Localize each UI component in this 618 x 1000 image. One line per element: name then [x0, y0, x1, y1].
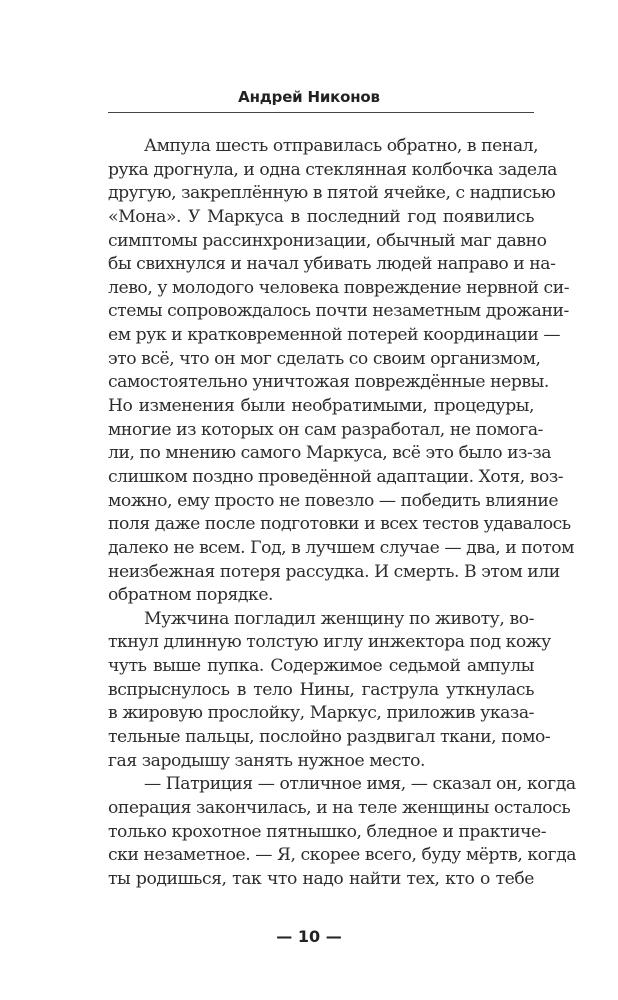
text-line: вспрыснулось в тело Нины, гаструла уткнулась — [108, 679, 534, 700]
text-line: ли, по мнению самого Маркуса, всё это было из-за — [108, 443, 552, 464]
text-line: Но изменения были необратимыми, процедуры, — [108, 396, 534, 417]
text-line: самостоятельно уничтожая повреждённые нервы. — [108, 372, 549, 393]
text-line: ски незаметное. — Я, скорее всего, буду мёртв, когда — [108, 845, 577, 866]
text-line: в жировую прослойку, Маркус, приложив указа- — [108, 703, 534, 724]
text-line: операция закончилась, и на теле женщины осталось — [108, 797, 571, 818]
running-header-author: Андрей Никонов — [238, 88, 380, 106]
text-line: «Мона». У Маркуса в последний год появились — [108, 206, 534, 227]
text-line: гая зародышу занять нужное место. — [108, 750, 426, 771]
page-number: — 10 — — [276, 927, 342, 946]
text-line: другую, закреплённую в пятой ячейке, с надписью — [108, 183, 556, 204]
text-line: Мужчина погладил женщину по животу, во- — [144, 608, 534, 629]
paragraph — [108, 135, 575, 608]
text-line: стемы сопровождалось почти незаметным дрожани- — [108, 301, 569, 322]
text-line: обратном порядке. — [108, 585, 274, 606]
text-line: это всё, что он мог сделать со своим организмом, — [108, 348, 541, 369]
text-line: Ампула шесть отправилась обратно, в пенал, — [144, 136, 539, 156]
text-line: многие из которых он сам разработал, не помога- — [108, 419, 544, 440]
text-line: ты родишься, так что надо найти тех, кто о тебе — [108, 868, 534, 889]
text-line: слишком поздно проведённой адаптации. Хотя, воз- — [108, 466, 564, 487]
header-rule — [108, 112, 534, 113]
text-line: ткнул длинную толстую иглу инжектора под кожу — [108, 632, 551, 653]
text-line: тельные пальцы, послойно раздвигал ткани, помо- — [108, 727, 551, 748]
text-line: только крохотное пятнышко, бледное и практиче- — [108, 821, 547, 842]
text-line: рука дрогнула, и одна стеклянная колбочка задела — [108, 159, 557, 180]
text-line: далеко не всем. Год, в лучшем случае — два, и потом — [108, 537, 575, 558]
page-body-text — [108, 135, 577, 892]
text-line: — Патриция — отличное имя, — сказал он, когда — [144, 774, 576, 795]
text-line: симптомы рассинхронизации, обычный маг давно — [108, 230, 547, 251]
text-line: бы свихнулся и начал убивать людей направо и на- — [108, 254, 556, 275]
paragraph — [108, 773, 577, 891]
text-line: чуть выше пупка. Содержимое седьмой ампулы — [108, 656, 534, 677]
paragraph — [108, 608, 551, 773]
text-line: лево, у молодого человека повреждение нервной си- — [108, 277, 570, 298]
text-line: можно, ему просто не повезло — победить влияние — [108, 490, 559, 511]
text-line: неизбежная потеря рассудка. И смерть. В этом или — [108, 561, 560, 582]
text-line: поля даже после подготовки и всех тестов удавалось — [108, 514, 571, 535]
text-line: ем рук и кратковременной потерей координации — — [108, 325, 561, 346]
